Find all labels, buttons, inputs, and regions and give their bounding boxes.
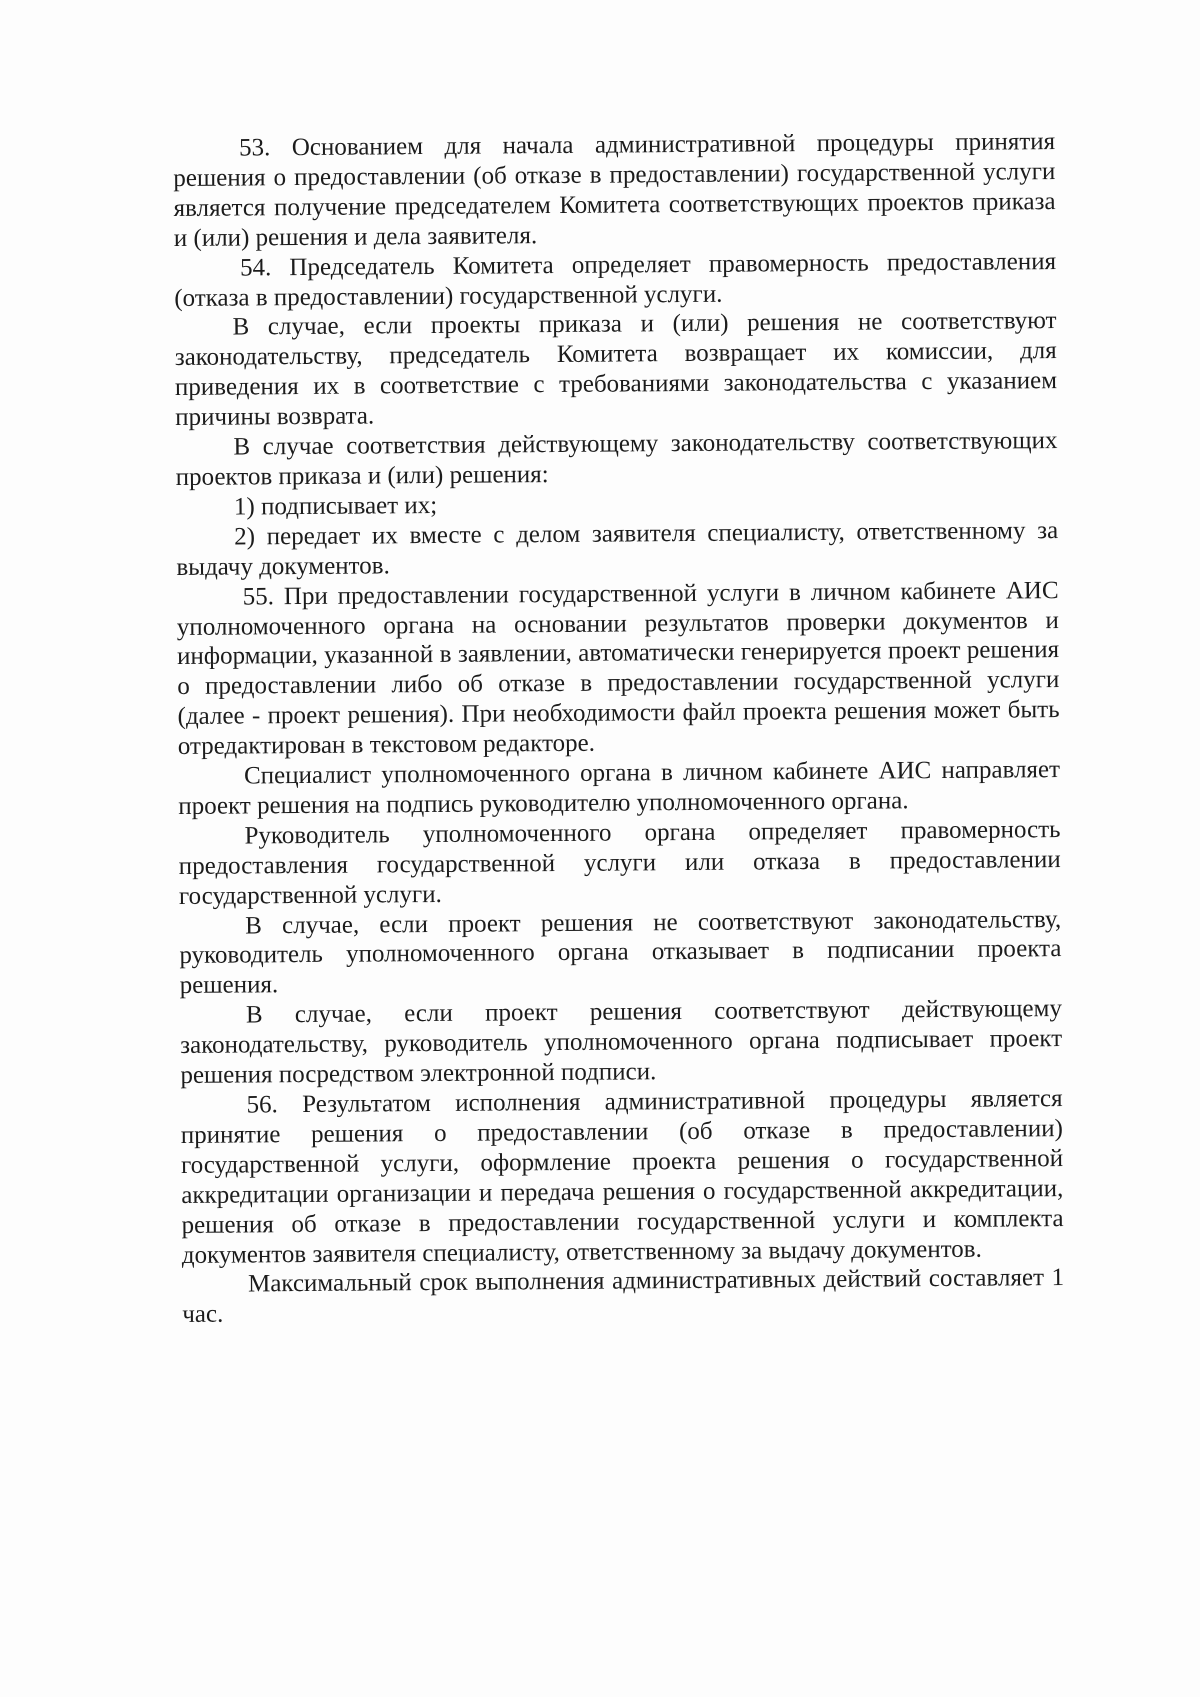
paragraph-max-term: Максимальный срок выполнения административных действий составляет 1 час. bbox=[182, 1264, 1065, 1329]
paragraph-53: 53. Основанием для начала административной процедуры принятия решения о предоставлении (об отказе в предоставлении) государственной услуги является получение председателем Комитета соответствующих проектов приказа и (или) решения и дела заявителя. bbox=[173, 128, 1056, 252]
paragraph-54-return: В случае, если проекты приказа и (или) решения не соответствуют законодательству, председатель Комитета возвращает их комиссии, для приведения их в соответствие с требованиями законодательства с указанием причины возврата. bbox=[174, 307, 1058, 432]
paragraph-55-refusal: В случае, если проект решения не соответствуют законодательству, руководитель уполномоченного органа отказывает в подписании проекта решения. bbox=[179, 905, 1062, 1000]
paragraph-55: 55. При предоставлении государственной услуги в личном кабинете АИС уполномоченного органа на основании результатов проверки документов и информации, указанной в заявлении, автоматически генерируется проект решения о предоставлении либо об отказе в предоставлении государственной услуги (далее - проект решения). При необходимости файл проекта решения может быть отредактирован в текстовом редакторе. bbox=[176, 576, 1060, 761]
paragraph-56: 56. Результатом исполнения административной процедуры является принятие решения о предоставлении (об отказе в предоставлении) государственной услуги, оформление проекта решения о государственной аккредитации организации и передача решения о государственной аккредитации, решения об отказе в предоставлении государственной услуги и комплекта документов заявителя специалисту, ответственному за выдачу документов. bbox=[180, 1085, 1064, 1269]
paragraph-55-specialist: Специалист уполномоченного органа в личном кабинете АИС направляет проект решения на подпись руководителю уполномоченного органа. bbox=[178, 756, 1061, 820]
paragraph-55-signing: В случае, если проект решения соответствуют действующему законодательству, руководитель уполномоченного органа подписывает проект решения посредством электронной подписи. bbox=[180, 995, 1063, 1090]
paragraph-54: 54. Председатель Комитета определяет правомерность предоставления (отказа в предоставлении) государственной услуги. bbox=[174, 247, 1057, 312]
paragraph-54-item-2: 2) передает их вместе с делом заявителя специалисту, ответственному за выдачу документов. bbox=[176, 516, 1059, 581]
paragraph-55-head: Руководитель уполномоченного органа определяет правомерность предоставления государственной услуги или отказа в предоставлении государственной услуги. bbox=[178, 815, 1061, 910]
paragraph-54-item-1: 1) подписывает их; bbox=[233, 491, 438, 521]
paragraph-54-compliance: В случае соответствия действующему законодательству соответствующих проектов приказа и (или) решения: bbox=[175, 427, 1058, 491]
document-body bbox=[173, 127, 1064, 1330]
